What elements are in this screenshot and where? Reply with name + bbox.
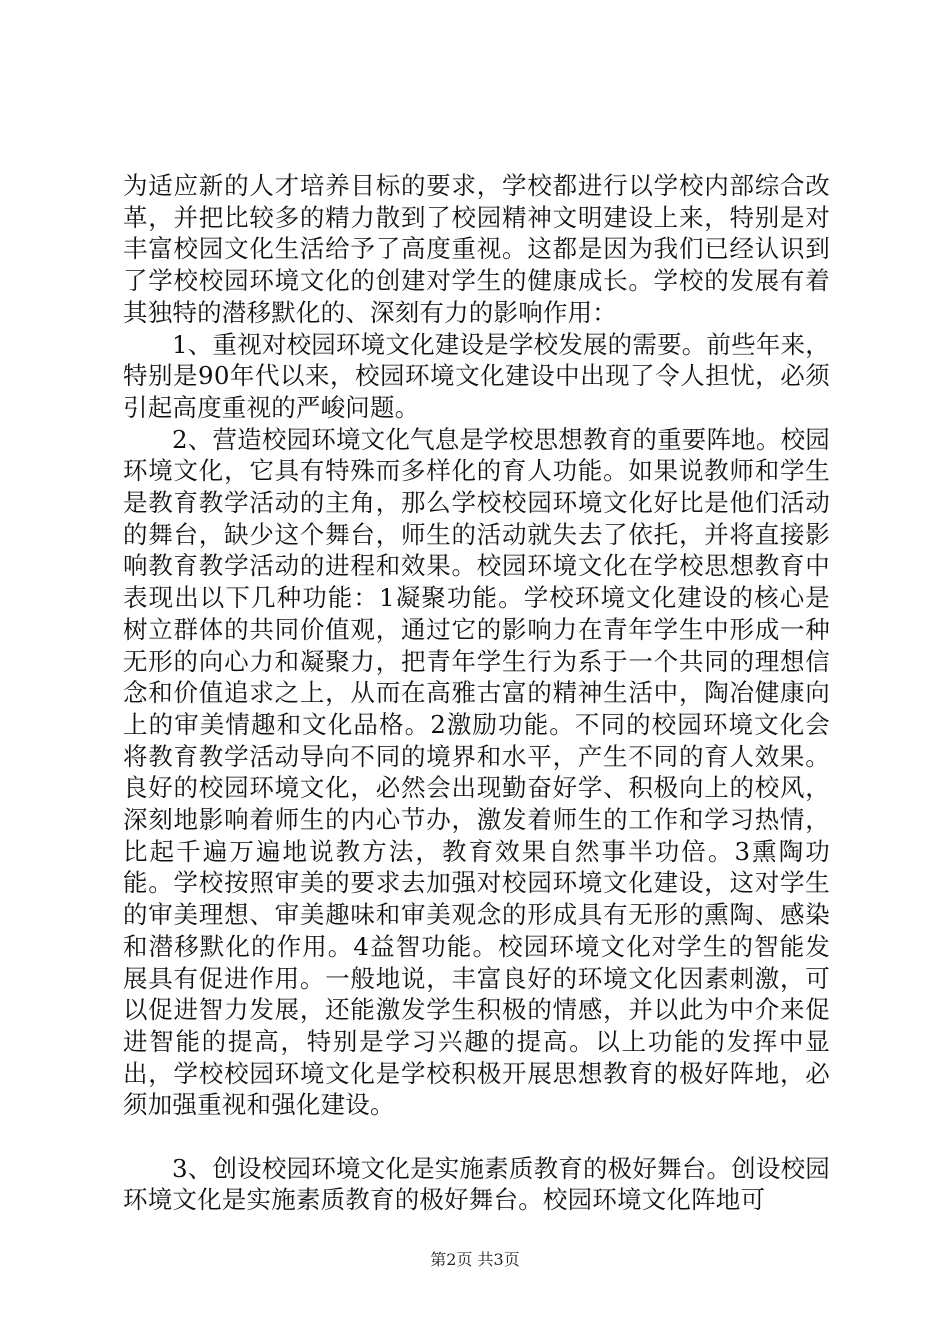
- page-number-footer: 第2页 共3页: [430, 1250, 520, 1269]
- paragraph-point-1: 1、重视对校园环境文化建设是学校发展的需要。前些年来，特别是90年代以来，校园环境文化建设中出现了令人担忧，必须引起高度重视的严峻问题。: [123, 329, 830, 422]
- paragraph-point-3: 3、创设校园环境文化是实施素质教育的极好舞台。创设校园环境文化是实施素质教育的极好舞台。校园环境文化阵地可: [123, 1153, 830, 1215]
- paragraph-point-2: 2、营造校园环境文化气息是学校思想教育的重要阵地。校园环境文化，它具有特殊而多样化的育人功能。如果说教师和学生是教育教学活动的主角，那么学校校园环境文化好比是他们活动的舞台，缺少这个舞台，师生的活动就失去了依托，并将直接影响教育教学活动的进程和效果。校园环境文化在学校思想教育中表现出以下几种功能：1凝聚功能。学校环境文化建设的核心是树立群体的共同价值观，通过它的影响力在青年学生中形成一种无形的向心力和凝聚力，把青年学生行为系于一个共同的理想信念和价值追求之上，从而在高雅古富的精神生活中，陶冶健康向上的审美情趣和文化品格。2激励功能。不同的校园环境文化会将教育教学活动导向不同的境界和水平，产生不同的育人效果。良好的校园环境文化，必然会出现勤奋好学、积极向上的校风，深刻地影响着师生的内心节办，激发着师生的工作和学习热情，比起千遍万遍地说教方法，教育效果自然事半功倍。3熏陶功能。学校按照审美的要求去加强对校园环境文化建设，这对学生的审美理想、审美趣味和审美观念的形成具有无形的熏陶、感染和潜移默化的作用。4益智功能。校园环境文化对学生的智能发展具有促进作用。一般地说，丰富良好的环境文化因素刺激，可以促进智力发展，还能激发学生积极的情感，并以此为中介来促进智能的提高，特别是学习兴趣的提高。以上功能的发挥中显出，学校校园环境文化是学校积极开展思想教育的极好阵地，必须加强重视和强化建设。: [123, 424, 830, 1120]
- paragraph-intro: 为适应新的人才培养目标的要求，学校都进行以学校内部综合改革，并把比较多的精力散到了校园精神文明建设上来，特别是对丰富校园文化生活给予了高度重视。这都是因为我们已经认识到了学校校园环境文化的创建对学生的健康成长。学校的发展有着其独特的潜移默化的、深刻有力的影响作用：: [123, 171, 830, 327]
- document-body: [123, 170, 830, 1216]
